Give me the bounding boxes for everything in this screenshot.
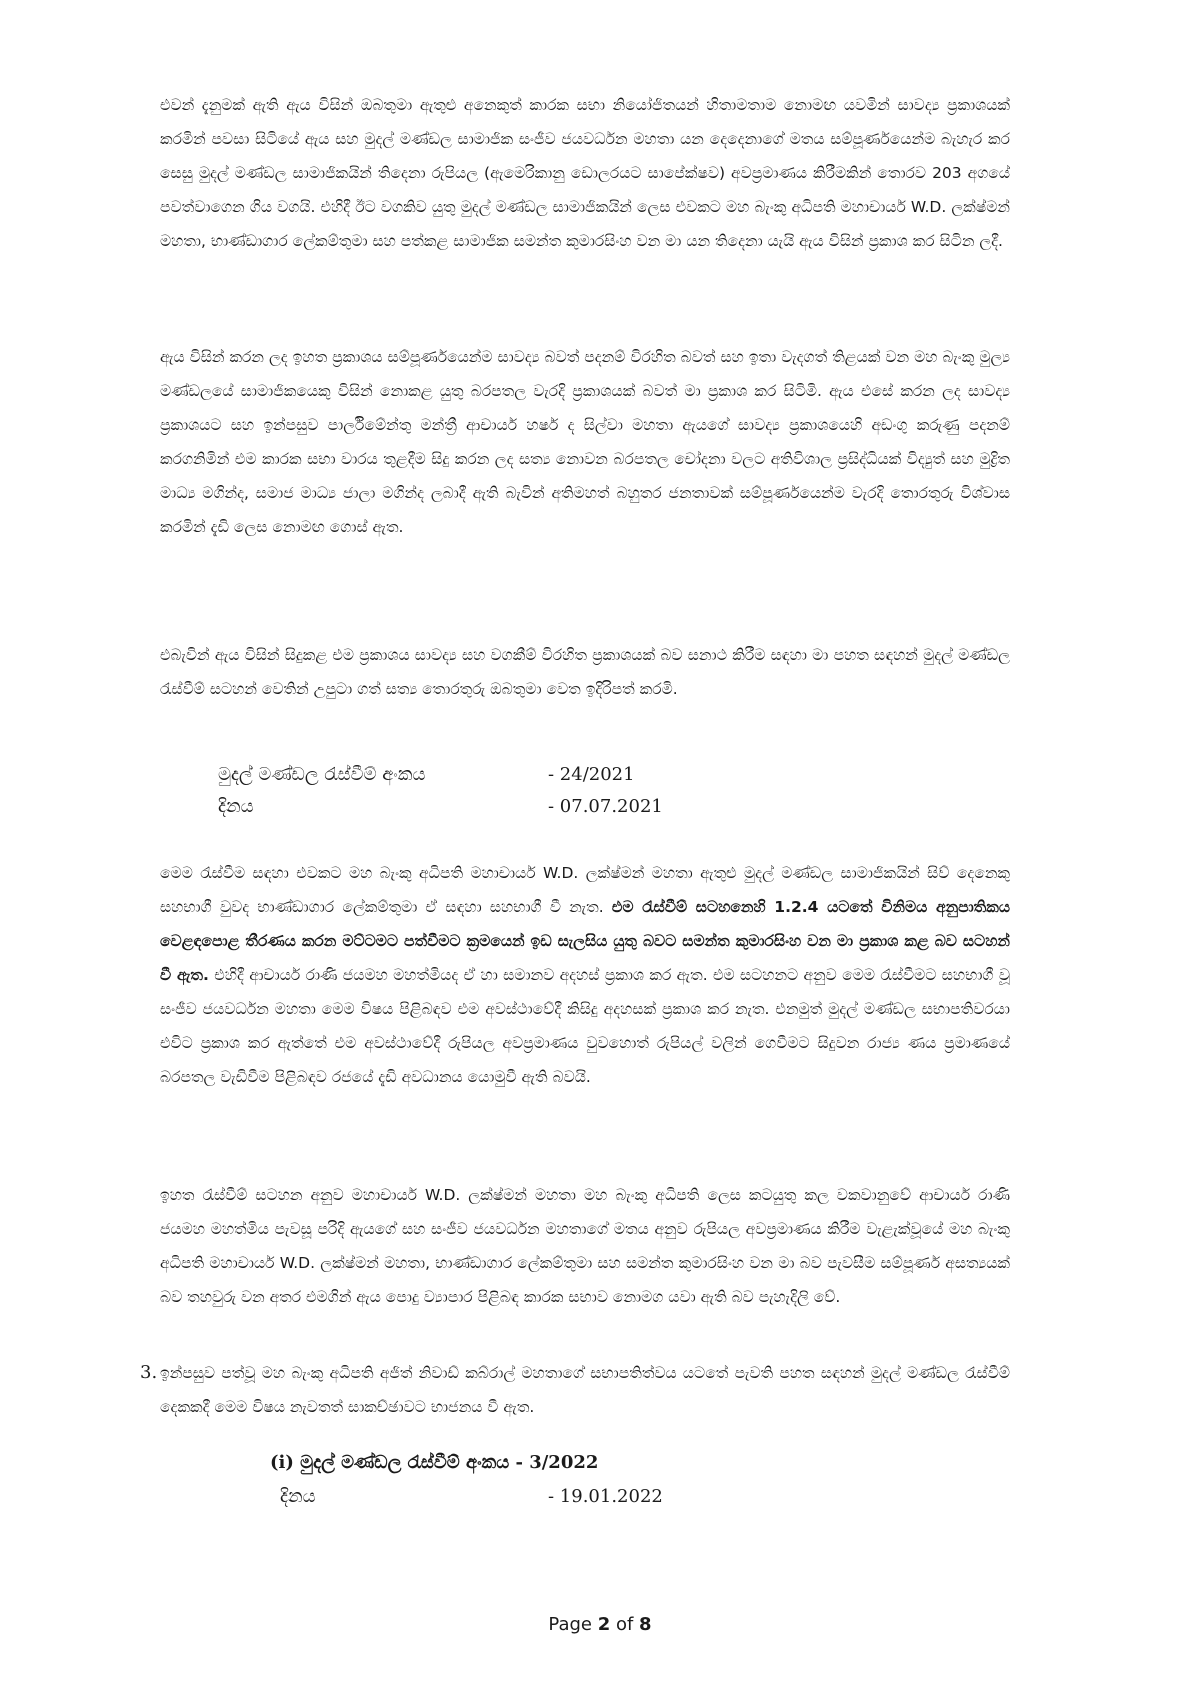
meeting-number-label: මුදල් මණ්ඩල රැස්වීම් අංකය xyxy=(218,764,426,785)
item-number: 3. xyxy=(140,1362,158,1383)
meeting-date-value: - 07.07.2021 xyxy=(548,796,663,817)
page-number-footer xyxy=(0,1614,1200,1635)
page-total: 8 xyxy=(639,1614,652,1635)
paragraph-4-rest: එහිදී ආචාර්ය රාණි ජයමහ මහත්මියද ඒ හා සමානව අදහස් ප්‍රකාශ කර ඇත. එම සටහනට අනුව මෙම රැස්වීමට සහභාගී වූ සංජීව ජයවර්ධන මහතා මෙම විෂය පිළිබඳව එම අවස්ථාවේදී කිසිදු අදහසක් ප්‍රකාශ කර නැත. එනමුත් මුදල් මණ්ඩල සභාපතිවරයා එවිට ප්‍රකාශ කර ඇත්තේ එම අවස්ථාවේදී රුපියල අවප්‍රමාණය වුවහොත් රුපියල් වලින් ගෙවීමට සිදුවන රාජ්‍ය ණය ප්‍රමාණයේ බරපතල වැඩිවීම පිළිබඳව රජයේ දැඩි අවධානය යොමුවී ඇති බවයි. xyxy=(160,966,1010,1086)
paragraph-3: එබැවින් ඇය විසින් සිදුකළ එම ප්‍රකාශය සාවද්‍ය සහ වගකීම් විරහිත ප්‍රකාශයක් බව සනාථ කිරීම සඳහා මා පහත සඳහන් මුදල් මණ්ඩල රැස්වීම් සටහන් වෙතින් උපුටා ගත් සත්‍ය තොරතුරු ඔබතුමා වෙත ඉදිරිපත් කරමි. xyxy=(160,646,1010,698)
paragraph-6: ඉන්පසුව පත්වූ මහ බැංකු අධිපති අජිත් නිවාඩ් කබ්රාල් මහතාගේ සභාපතිත්වය යටතේ පැවති පහත සඳහන් මුදල් මණ්ඩල රැස්වීම් දෙකකදී මෙම විෂය නැවතත් සාකච්ඡාවට භාජනය වී ඇත. xyxy=(160,1364,1010,1416)
paragraph-2: ඇය විසින් කරන ලද ඉහත ප්‍රකාශය සම්පූර්ණයෙන්ම සාවද්‍ය බවත් පදනම් විරහිත බවත් සහ ඉතා වැදගත් තිළයක් වන මහ බැංකු මුල්‍ය මණ්ඩලයේ සාමාජිකයෙකු විසින් නොකළ යුතු බරපතල වැරදි ප්‍රකාශයක් බවත් මා ප්‍රකාශ කර සිටිමි. ඇය එසේ කරන ලද සාවද්‍ය ප්‍රකාශයට සහ ඉන්පසුව පාර්ලිමේන්තු මන්ත්‍රී ආචාර්ය හර්ෂ ද සිල්වා මහතා ඇයගේ සාවද්‍ය ප්‍රකාශයෙහි අඩංගු කරුණු පදනම් කරගනිමින් එම කාරක සභා වාරය තුළදීම සිදු කරන ලද සත්‍ය නොවන බරපතල චෝදනා වලට අතිවිශාල ප්‍රසිද්ධියක් විද්‍යුත් සහ මුද්‍රිත මාධ්‍ය මගින්ද, සමාජ මාධ්‍ය ජාලා මගින්ද ලබාදී ඇති බැවින් අතිමහත් බහුතර ජනතාවක් සම්පූර්ණයෙන්ම වැරදි තොරතුරු විශ්වාස කරමින් දැඩි ලෙස නොමඟ ගොස් ඇත. xyxy=(160,348,1010,536)
meeting-details-1 xyxy=(218,760,778,824)
meeting-date-label-2: දිනය xyxy=(280,1486,316,1507)
paragraph-5: ඉහත රැස්වීම් සටහන අනුව මහාචාර්ය W.D. ලක්ෂ්මන් මහතා මහ බැංකු අධිපති ලෙස කටයුතු කල වකවානුවේ ආචාර්ය රාණි ජයමහ මහත්මිය පැවසූ පරිදි ඇයගේ සහ සංජීව ජයවර්ධන මහතාගේ මතය අනුව රුපියල අවප්‍රමාණය කිරීම වැළැක්වූයේ මහ බැංකු අධිපති මහාචාර්ය W.D. ලක්ෂ්මන් මහතා, භාණ්ඩාගාර ලේකම්තුමා සහ සමන්ත කුමාරසිංහ වන මා බව පැවසීම සම්පූර්ණ අසත්‍යයක් බව තහවුරු වන අතර එමගින් ඇය පොදු ව්‍යාපාර පිළිබඳ කාරක සභාව නොමග යවා ඇති බව පැහැදිලි වේ. xyxy=(160,1186,1010,1306)
paragraph-4-highlight: එම රැස්වීම් සටහනෙහි 1.2.4 යටතේ විනිමය අනුපාතිකය වෙළඳපොළ තීරණය කරන මට්ටමට පත්වීමට ක්‍රමයෙන් ඉඩ සැලසිය යුතු බවට සමන්ත කුමාරසිංහ වන මා ප්‍රකාශ කළ බව සටහන් වී ඇත. xyxy=(160,898,1011,984)
meeting-number-label-2: (i) මුදල් මණ්ඩල රැස්වීම් අංකය - 3/2022 xyxy=(270,1452,599,1473)
meeting-date-label: දිනය xyxy=(218,796,254,817)
paragraph-4-intro: මෙම රැස්වීම සඳහා එවකට මහ බැංකු අධිපති මහාචාර්ය W.D. ලක්ෂ්මන් මහතා ඇතුළු මුදල් මණ්ඩල සාමාජිකයින් සිව් දෙනෙකු සහභාගී වුවද භාණ්ඩාගාර ලේකම්තුමා ඒ සඳහා සහභාගී වී නැත. xyxy=(160,864,1010,916)
page-current: 2 xyxy=(597,1614,611,1635)
page-sep: of xyxy=(610,1614,640,1635)
paragraph-1: එවන් දැනුමක් ඇති ඇය විසින් ඔබතුමා ඇතුළු අනෙකුත් කාරක සභා නියෝජිතයන් හිතාමතාම නොමඟ යවමින් සාවද්‍ය ප්‍රකාශයක් කරමින් පවසා සිටියේ ඇය සහ මුදල් මණ්ඩල සාමාජික සංජීව ජයවර්ධන මහතා යන දෙදෙනාගේ මතය සම්පූර්ණයෙන්ම බැහැර කර සෙසු මුදල් මණ්ඩල සාමාජිකයින් තිදෙනා රුපියල (ඇමෙරිකානු ඩොලරයට සාපේක්ෂව) අවප්‍රමාණය කිරීමකින් තොරව 203 අගයේ පවත්වාගෙන ගිය වගයි. එහිදී ඊට වගකිව යුතු මුදල් මණ්ඩල සාමාජිකයින් ලෙස එවකට මහ බැංකු අධිපති මහාචාර්ය W.D. ලක්ෂ්මන් මහතා, භාණ්ඩාගාර ලේකම්තුමා සහ පත්කළ සාමාජික සමන්ත කුමාරසිංහ වන මා යන තිදෙනා යැයි ඇය විසින් ප්‍රකාශ කර සිටින ලදී. xyxy=(160,96,1010,250)
paragraph-4 xyxy=(160,856,1010,1094)
page-label: Page xyxy=(548,1614,598,1635)
meeting-number-value: - 24/2021 xyxy=(548,764,635,785)
meeting-date-value-2: - 19.01.2022 xyxy=(548,1486,663,1507)
meeting-details-2 xyxy=(270,1448,790,1512)
